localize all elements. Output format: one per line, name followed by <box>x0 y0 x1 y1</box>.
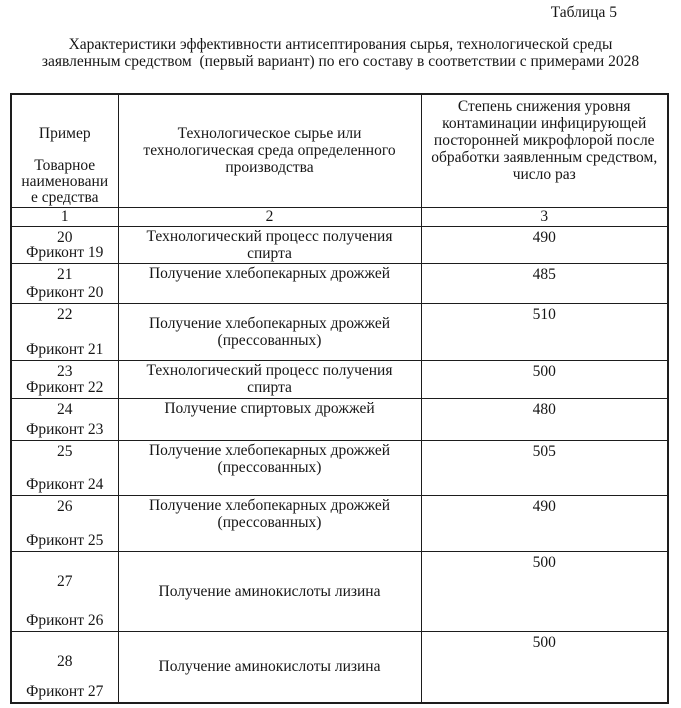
example-cell <box>11 360 118 398</box>
process-cell <box>118 551 421 631</box>
example-cell <box>11 303 118 360</box>
example-cell <box>11 495 118 551</box>
header-text: производства <box>225 159 314 177</box>
example-number: 24 <box>57 400 73 418</box>
brand-name: Фриконт 19 <box>26 243 104 261</box>
example-number: 28 <box>57 652 73 670</box>
process-cell <box>118 495 421 551</box>
example-cell <box>11 631 118 703</box>
brand-name: Фриконт 24 <box>26 475 104 493</box>
table-row <box>11 440 668 495</box>
process-text: Получение хлебопекарных дрожжей (прессованных) <box>148 496 391 531</box>
process-cell <box>118 263 421 303</box>
process-text: Технологический процесс получения спирта <box>146 361 393 396</box>
process-text: Получение хлебопекарных дрожжей <box>148 264 391 282</box>
table-row <box>11 263 668 303</box>
header-text: е средства <box>30 188 99 206</box>
reduction-value: 500 <box>532 362 556 380</box>
header-text: Пример <box>38 124 91 142</box>
header-text: Технологическое сырье или <box>177 125 362 143</box>
example-cell <box>11 551 118 631</box>
example-number: 23 <box>57 362 73 380</box>
header-text: наименовани <box>21 172 109 190</box>
header-value-column <box>421 94 668 207</box>
table-row <box>11 551 668 631</box>
table-row <box>11 226 668 263</box>
value-cell <box>421 303 668 360</box>
effectiveness-table <box>10 93 669 704</box>
process-text: Получение хлебопекарных дрожжей (прессованных) <box>148 441 391 476</box>
reduction-value: 500 <box>532 553 556 571</box>
reduction-value: 505 <box>532 442 556 460</box>
reduction-value: 480 <box>532 400 556 418</box>
brand-name: Фриконт 20 <box>26 283 104 301</box>
header-row <box>11 94 668 207</box>
title-line-1: Характеристики эффективности антисептирования сырья, технологической среды <box>68 36 613 53</box>
value-cell <box>421 440 668 495</box>
example-cell <box>11 440 118 495</box>
value-cell <box>421 226 668 263</box>
column-number-1: 1 <box>11 207 118 226</box>
header-text: обработки заявленным средством, <box>431 149 658 166</box>
brand-name: Фриконт 27 <box>26 683 104 700</box>
table-caption: Таблица 5 <box>550 4 617 21</box>
title-line-2: заявленным средством (первый вариант) по его составу в соответствии с примерами 2028 <box>41 53 640 70</box>
value-cell <box>421 360 668 398</box>
column-number-3: 3 <box>421 207 668 226</box>
value-cell <box>421 551 668 631</box>
value-cell <box>421 398 668 440</box>
column-numbers-row <box>11 207 668 226</box>
table-title <box>0 36 681 70</box>
reduction-value: 485 <box>532 265 556 283</box>
header-text: контаминации инфицирующей <box>442 115 647 132</box>
example-number: 27 <box>57 572 73 590</box>
column-number-2: 2 <box>118 207 421 226</box>
process-text: Получение аминокислоты лизина <box>158 582 381 600</box>
brand-name: Фриконт 25 <box>26 531 104 549</box>
table-row <box>11 631 668 703</box>
header-text: Степень снижения уровня <box>457 98 631 115</box>
value-cell <box>421 631 668 703</box>
header-text: посторонней микрофлорой после <box>433 132 655 149</box>
example-number: 26 <box>57 497 73 515</box>
header-text: технологическая среда определенного <box>143 142 396 160</box>
table-body <box>11 226 668 703</box>
reduction-value: 500 <box>532 633 556 651</box>
brand-name: Фриконт 26 <box>26 611 104 629</box>
value-cell <box>421 263 668 303</box>
header-example-column <box>11 94 118 207</box>
header-process-column <box>118 94 421 207</box>
example-number: 22 <box>57 305 73 323</box>
example-cell <box>11 398 118 440</box>
process-text: Технологический процесс получения спирта <box>146 227 393 262</box>
reduction-value: 490 <box>532 228 556 246</box>
process-text: Получение спиртовых дрожжей <box>164 399 375 417</box>
example-number: 20 <box>57 228 73 246</box>
example-number: 25 <box>57 442 73 460</box>
process-cell <box>118 440 421 495</box>
value-cell <box>421 495 668 551</box>
header-text <box>12 142 118 158</box>
table-row <box>11 398 668 440</box>
brand-name: Фриконт 21 <box>26 340 104 358</box>
process-cell <box>118 226 421 263</box>
process-cell <box>118 303 421 360</box>
brand-name: Фриконт 22 <box>26 378 104 396</box>
header-text: Товарное <box>34 156 96 174</box>
table-row <box>11 303 668 360</box>
process-text: Получение хлебопекарных дрожжей (прессованных) <box>148 314 391 349</box>
reduction-value: 490 <box>532 497 556 515</box>
header-text: число раз <box>512 166 576 183</box>
process-cell <box>118 360 421 398</box>
process-cell <box>118 398 421 440</box>
example-number: 21 <box>57 265 73 283</box>
example-cell <box>11 226 118 263</box>
table-row <box>11 495 668 551</box>
process-text: Получение аминокислоты лизина <box>158 658 381 676</box>
process-cell <box>118 631 421 703</box>
example-cell <box>11 263 118 303</box>
reduction-value: 510 <box>532 305 556 323</box>
table-row <box>11 360 668 398</box>
brand-name: Фриконт 23 <box>26 420 104 438</box>
table-header <box>11 94 668 226</box>
